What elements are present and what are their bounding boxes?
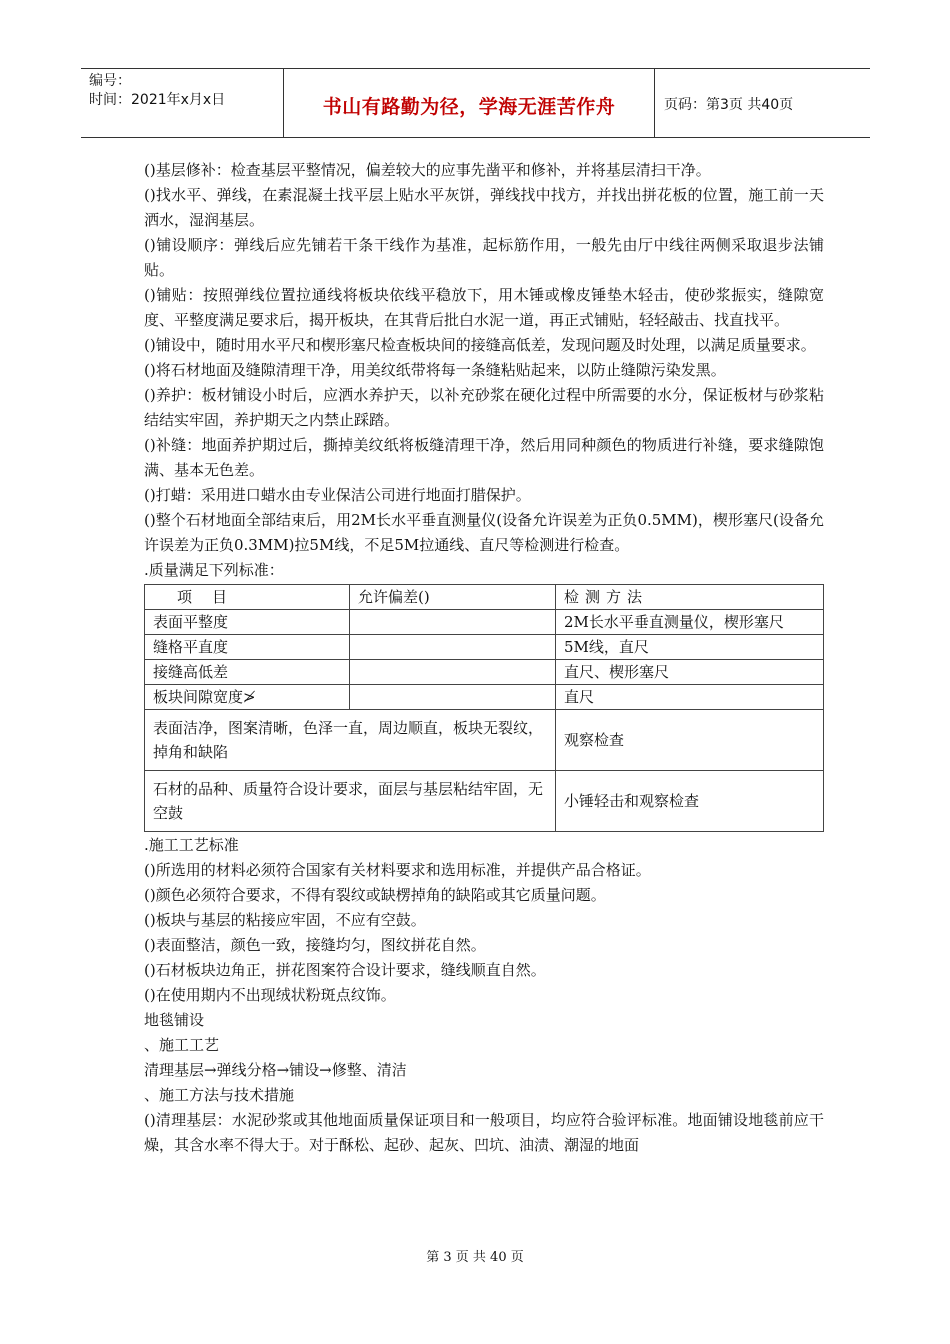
table-cell: 直尺、楔形塞尺 [556,660,824,685]
quality-standard-table [144,584,824,832]
table-cell: 5M线，直尺 [556,635,824,660]
table-cell [350,685,556,710]
table-cell: 缝格平直度 [145,635,350,660]
header-meta [81,69,283,137]
top-paragraphs [144,158,824,583]
paragraph: 、施工工艺 [144,1036,220,1054]
table-cell: 2M长水平垂直测量仪，楔形塞尺 [556,610,824,635]
table-cell [350,635,556,660]
paragraph: .施工工艺标准 [144,836,239,854]
table-cell: 小锤轻击和观察检查 [556,771,824,832]
table-cell: 表面平整度 [145,610,350,635]
table-row [145,610,824,635]
doc-code-label: 编号： [89,73,131,89]
paragraph: 、施工方法与技术措施 [144,1086,295,1104]
table-cell: 观察检查 [556,710,824,771]
paragraph: ()铺设中，随时用水平尺和楔形塞尺检查板块间的接缝高低差，发现问题及时处理，以满足质量要求。 [144,336,816,354]
paragraph: ()在使用期内不出现绒状粉斑点纹饰。 [144,986,396,1004]
paragraph: ()将石材地面及缝隙清理干净，用美纹纸带将每一条缝粘贴起来，以防止缝隙污染发黑。 [144,361,726,379]
page-footer: 第 3 页 共 40 页 [426,1250,524,1265]
paragraph: ()所选用的材料必须符合国家有关材料要求和选用标准，并提供产品合格证。 [144,861,651,879]
paragraph: ()表面整洁，颜色一致，接缝均匀，图纹拼花自然。 [144,936,486,954]
paragraph: ()铺设顺序：弹线后应先铺若干条干线作为基准，起标筋作用，一般先由厅中线往两侧采取退步法铺贴。 [144,236,824,279]
table-cell: 石材的品种、质量符合设计要求，面层与基层粘结牢固，无空鼓 [145,771,556,832]
table-cell: 直尺 [556,685,824,710]
table-cell: 表面洁净，图案清晰，色泽一直，周边顺直，板块无裂纹，掉角和缺陷 [145,710,556,771]
bottom-paragraphs [144,833,824,1158]
table-row [145,685,824,710]
paragraph: ()养护：板材铺设小时后，应洒水养护天，以补充砂浆在硬化过程中所需要的水分，保证板材与砂浆粘结结实牢固，养护期天之内禁止踩踏。 [144,386,824,429]
table-row [145,771,824,832]
table-cell [350,660,556,685]
paragraph: ()铺贴：按照弹线位置拉通线将板块依线平稳放下，用木锤或橡皮锤垫木轻击，使砂浆振实，缝隙宽度、平整度满足要求后，揭开板块，在其背后批白水泥一道，再正式铺贴，轻轻敲击、找直找平。 [144,286,824,329]
paragraph: ()板块与基层的粘接应牢固，不应有空鼓。 [144,911,426,929]
table-header-cell: 项目 [145,585,350,610]
paragraph: ()找水平、弹线，在素混凝土找平层上贴水平灰饼，弹线找中找方，并找出拼花板的位置，施工前一天洒水，湿润基层。 [144,186,824,229]
table-cell: 板块间隙宽度≯ [145,685,350,710]
paragraph: ()清理基层：水泥砂浆或其他地面质量保证项目和一般项目，均应符合验评标准。地面铺设地毯前应干燥，其含水率不得大于。对于酥松、起砂、起灰、凹坑、油渍、潮湿的地面 [144,1111,824,1154]
table-header-row [145,585,824,610]
paragraph: ()基层修补：检查基层平整情况，偏差较大的应事先凿平和修补，并将基层清扫干净。 [144,161,711,179]
table-header-cell: 检测方法 [556,585,824,610]
paragraph: ()颜色必须符合要求，不得有裂纹或缺楞掉角的缺陷或其它质量问题。 [144,886,606,904]
table-row [145,635,824,660]
doc-date: 时间：2021年x月x日 [89,92,226,108]
section-heading: 地毯铺设 [144,1011,205,1029]
paragraph: ()补缝：地面养护期过后，撕掉美纹纸将板缝清理干净，然后用同种颜色的物质进行补缝，要求缝隙饱满、基本无色差。 [144,436,824,479]
table-header-cell: 允许偏差() [350,585,556,610]
page-info: 页码：第3页 共40页 [664,97,794,113]
paragraph: 清理基层→弹线分格→铺设→修整、清洁 [144,1061,407,1079]
header-motto-cell [283,69,655,137]
paragraph: ()打蜡：采用进口蜡水由专业保洁公司进行地面打腊保护。 [144,486,531,504]
paragraph: ()整个石材地面全部结束后，用2M长水平垂直测量仪(设备允许误差为正负0.5MM)，楔形塞尺(设备允许误差为正负0.3MM)拉5M线，不足5M拉通线、直尺等检测进行检查。 [144,511,824,554]
table-row [145,660,824,685]
paragraph: ()石材板块边角正，拼花图案符合设计要求，缝线顺直自然。 [144,961,546,979]
document-body [144,158,824,1158]
paragraph: .质量满足下列标准： [144,561,284,579]
motto-text: 书山有路勤为径，学海无涯苦作舟 [322,96,616,118]
table-cell [350,610,556,635]
page-header [81,68,870,138]
table-row [145,710,824,771]
table-cell: 接缝高低差 [145,660,350,685]
